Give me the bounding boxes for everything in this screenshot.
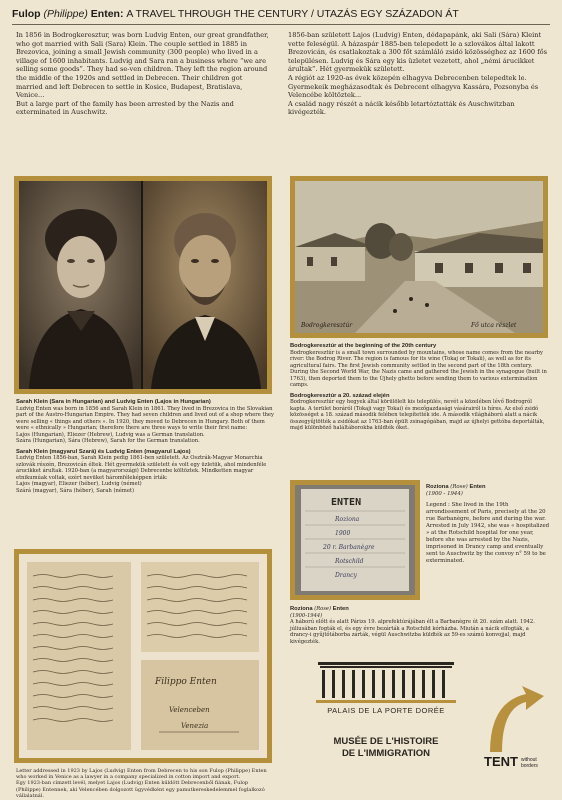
tent-sub-2: borders bbox=[520, 762, 538, 769]
portrait-caption-heading-hu: Sarah Klein (magyarul Szará) és Ludvig Enten (magyarul Lajos) bbox=[16, 448, 191, 455]
roziona-en-name-italic: (Rose) bbox=[450, 484, 468, 490]
portrait-caption-body-en: Ludvig Enten was born in 1856 and Sarah Klein in 1861. They lived in Brezovica in the Slovakian part of the Austro-Hungarian Empire. They had seven children and lived out of a shop where they were selling « things and others ». In 1920, they moved to Debrecen in Hungary. Both of them were « ethnically » Hungarian; therefore there are three ways to write their first name: bbox=[16, 405, 274, 431]
village-inscription-right: Fő utca részlet bbox=[471, 322, 517, 329]
palais-logo bbox=[306, 660, 466, 730]
roziona-en-body: Legend : She lived in the 19th arrondissement of Paris, precisely at the 20 rue Barbanègre, before and during the war. Arrested in July 1942, she was « hospitalized » at the Rotschild hospital for one year, before she was arrested by the Nazis, imprisoned in Drancy camp and eventually sent to Auschwitz by the convoy n° 59 to be exterminated. bbox=[426, 502, 550, 564]
letter-photo bbox=[14, 549, 272, 763]
village-caption-body-en: Bodrogkeresztúr is a small town surrounded by mountains, whose name comes from the nearby river: the Bodrog River. The region is famous for its wine (Tokaj or Tokaïi), as well as for its agricultural fairs. The first Jewish community settled in the second part of the 18th century. During the Second World War, the Nazis came and gathered the Jewish in the synagogue (built in 1763), then deported them to the Újhely ghetto before sending them to various extermination camps. bbox=[290, 349, 547, 388]
roziona-hu-dates: (1900-1944) bbox=[290, 612, 323, 619]
roziona-en-name: Roziona bbox=[426, 484, 449, 490]
letter-address-2: Venezia bbox=[181, 722, 209, 730]
village-image bbox=[295, 181, 543, 333]
village-caption-heading-en: Bodrogkeresztúr at the beginning of the 20th century bbox=[290, 343, 437, 349]
registration-card-image bbox=[295, 485, 415, 595]
tent-sub-1: without bbox=[520, 757, 537, 763]
portrait-caption-line-hu-2: Szárá (magyar), Sára (héber), Sarah (német) bbox=[16, 487, 135, 494]
roziona-en-surname: Enten bbox=[469, 484, 486, 490]
title-name: Fulop bbox=[12, 8, 41, 20]
roziona-hu-name-italic: (Rose) bbox=[314, 606, 332, 612]
village-caption bbox=[290, 343, 548, 432]
letter-caption-en: Letter addressed in 1923 by Lajos (Ludvig) Enten from Debrecen to his son Fulop (Philippe) Enten who worked in Venice as a lawyer in a company specialized in cotton import and export. bbox=[16, 768, 267, 781]
portrait-caption-heading-en: Sarah Klein (Sara in Hungarian) and Ludvig Enten (Lajos in Hungarian) bbox=[16, 399, 211, 405]
letter-caption-hu: Egy 1923-ban címzett levél, melyet Lajos (Ludvig) Enten küldött Debrecenből fiának, Fulop (Philippe) Entennek, aki Velencében dolgozott ügyvédként egy pamutkereskedelemmel foglalkozó vállalatnál. bbox=[16, 780, 265, 799]
musee-line-2: DE L'IMMIGRATION bbox=[341, 748, 431, 759]
letter-signature: Filippo Enten bbox=[155, 677, 217, 687]
palais-building-icon bbox=[306, 660, 466, 706]
portrait-caption-body-hu: Ludvig Enten 1856-ban, Sarah Klein pedig 1861-ben született. Az Osztrák-Magyar Monarchia szlovák részén, Brezovicán éltek. Hét gyermekük született és volt egy üzletük, ahol mindenféle árucikket árultak. 1920-ban (a magyarországi) Debrecenbe költöztek. Mindketten magyar etnikumúak voltak, ezért nevüket háromféleképpen írták: bbox=[16, 455, 267, 481]
portrait-image bbox=[19, 181, 267, 389]
intro-hu-p3: A család nagy részét a nácik később letartóztatták és Auschwitzban kivégezték. bbox=[288, 99, 515, 117]
registration-card-photo bbox=[290, 480, 420, 600]
portrait-caption bbox=[16, 399, 274, 494]
tent-name: TENT bbox=[484, 754, 518, 769]
intro-en-p2: But a large part of the family has been arrested by the Nazis and exterminated in Auschwitz. bbox=[16, 99, 234, 117]
roziona-hu-name: Roziona bbox=[290, 606, 313, 612]
intro-hu-p1: 1856-ban született Lajos (Ludvig) Enten, dédapapánk, aki Sali (Sára) Kleint vette feleségül. A házaspár 1885-ben telepedett le a szlovákos által lakott Brezovicán, és csatlakoztak a 300 főt számláló zsidó közösséghez az 1600 fős településen. Ludvig és Sára egy kis üzletet vezetett, ahol „némi árucikket árultak”. Hét gyermekük született. bbox=[288, 31, 547, 74]
card-line-4: Rotschild bbox=[335, 558, 364, 565]
card-line-5: Drancy bbox=[335, 572, 357, 579]
portrait-caption-line-en-2: Szára (Hungarian), Sára (Hebrew), Sarah for the German translation. bbox=[16, 438, 200, 444]
roziona-caption-hu bbox=[290, 606, 550, 645]
tent-arrow-icon bbox=[478, 682, 550, 754]
title-name-suffix: Enten: bbox=[90, 8, 124, 20]
title-divider bbox=[12, 24, 550, 25]
tent-logo bbox=[478, 682, 550, 782]
musee-line-1: MUSÉE DE L'HISTOIRE bbox=[333, 736, 439, 747]
village-photo bbox=[290, 176, 548, 338]
letter-address-1: Velenceben bbox=[169, 706, 210, 714]
portrait-photo bbox=[14, 176, 272, 394]
page-title bbox=[12, 8, 552, 20]
roziona-caption-en bbox=[426, 484, 550, 565]
card-line-3: 20 r. Barbanègre bbox=[323, 544, 375, 551]
intro-hu-p2: A régiót az 1920-as évek közepén elhagyva Debrecenben telepedtek le. Gyermekeik megházasodtak és Debrecent elhagyva Kassára, Pozsonyba és Velencébe költöztek... bbox=[288, 73, 539, 100]
village-inscription-left: Bodrogkeresztúr bbox=[301, 322, 353, 329]
roziona-en-dates: (1900 - 1944) bbox=[426, 491, 463, 497]
intro-en-p1: In 1856 in Bodrogkeresztur, was born Ludvig Enten, our great grandfather, who got married with Sali (Sara) Klein. The couple settled in 1885 in Brezovica, joining a small Jewish community (300 people) who lived in a village of 1600 inhabitants. Ludvig and Sara ran a business where “we are selling some goods”. They had se-ven children. They left the region around the middle of the 1920s and settled in Debrecen. Their children got married and left Debrecen to settle in Kosice, Budapest, Bratislava, Venice... bbox=[16, 31, 269, 100]
card-heading: ENTEN bbox=[331, 497, 362, 508]
portrait-caption-line-hu-1: Lajos (magyar), Eliezer (héber), Ludvig (német) bbox=[16, 481, 142, 487]
title-name-italic: (Philippe) bbox=[43, 8, 88, 20]
intro-english bbox=[16, 31, 270, 117]
letter-caption bbox=[16, 768, 272, 799]
roziona-hu-surname: Enten bbox=[332, 606, 349, 612]
portrait-caption-line-en-1: Lajos (Hungarian), Eliezer (Hebrew), Ludvig was a German translation. bbox=[16, 431, 205, 438]
letter-image bbox=[19, 554, 267, 758]
village-caption-heading-hu: Bodrogkeresztúr a 20. század elején bbox=[290, 392, 390, 399]
musee-logo bbox=[300, 736, 472, 760]
title-subtitle: A TRAVEL THROUGH THE CENTURY / UTAZÁS EGY SZÁZADON ÁT bbox=[126, 8, 459, 20]
roziona-hu-body: A háború előtt és alatt Párizs 19. alprefektúrájában élt a Barbanègre út 20. szám alatt. 1942. júliusában fogták el, és egy évre bezárták a Rotschild kórházba. Miután a nácik elfogták, a drancy-i gyűjtőtáborba zárták, végül Auschwitzba küldték az 59-es számú konvojjal, majd kivégezték. bbox=[290, 619, 535, 645]
intro-hungarian bbox=[288, 31, 548, 117]
palais-name: PALAIS DE LA PORTE DORÉE bbox=[327, 706, 445, 715]
card-line-1: Roziona bbox=[335, 516, 360, 523]
card-line-2: 1900 bbox=[335, 530, 351, 537]
village-caption-body-hu: Bodrogkeresztúr egy hegyek által körülölelt kis település, nevét a közelében lévő Bodrogról kapta. A terület boráról (Tokaji vagy Tokai) és mezőgazdasági vásárairól is híres. Az első zsidó közösséget a 18. század második felében telepítették ide. A második világháború alatt a nácik összegyűjtötték a zsidókat az 1763-ban épült zsinagógában, majd az újhelyi gettóba deportálták, majd különböző haláltáborokba küldték őket. bbox=[290, 399, 545, 431]
